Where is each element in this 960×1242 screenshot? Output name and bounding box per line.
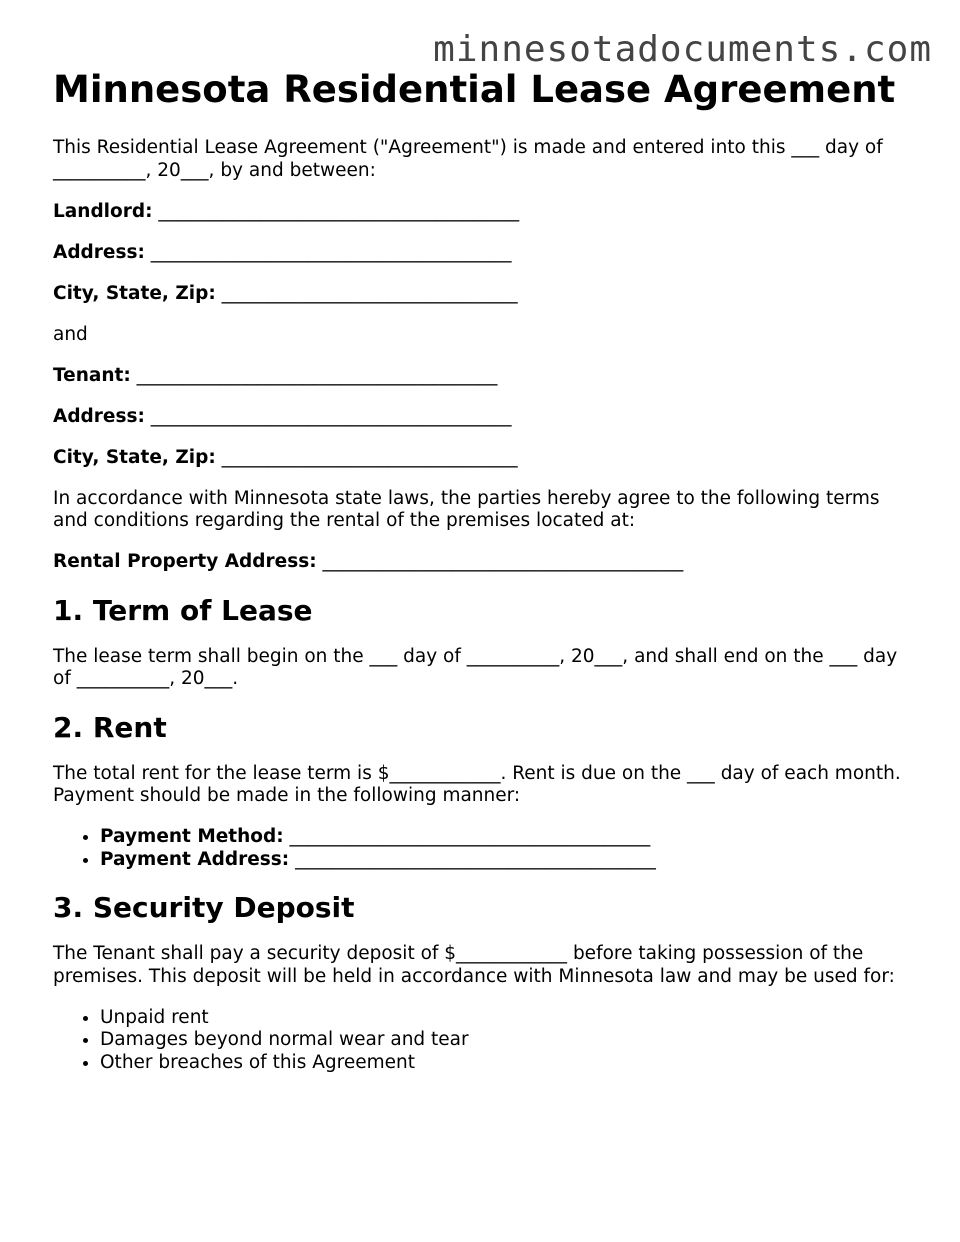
tenant-address-label: Address: bbox=[53, 405, 145, 427]
term-paragraph: The lease term shall begin on the ___ day of __________, 20___, and shall end on the ___ day of __________, 20___. bbox=[53, 645, 898, 689]
landlord-address-field bbox=[53, 242, 913, 265]
list-item bbox=[100, 826, 913, 849]
landlord-address-label: Address: bbox=[53, 241, 145, 263]
tenant-name-label: Tenant: bbox=[53, 364, 131, 386]
tenant-city-blank: ________________________________ bbox=[221, 446, 518, 468]
landlord-name-label: Landlord: bbox=[53, 200, 153, 222]
deposit-section-title: 3. Security Deposit bbox=[53, 891, 355, 924]
rent-paragraph: The total rent for the lease term is $____________. Rent is due on the ___ day of each month. Payment should be made in the following manner: bbox=[53, 762, 901, 806]
tenant-city-label: City, State, Zip: bbox=[53, 446, 216, 468]
landlord-address-blank: _______________________________________ bbox=[150, 241, 512, 263]
deposit-list bbox=[53, 1007, 913, 1075]
tenant-name-blank: _______________________________________ bbox=[136, 364, 498, 386]
rental-property-label: Rental Property Address: bbox=[53, 551, 317, 572]
intro-paragraph: This Residential Lease Agreement ("Agreement") is made and entered into this ___ day of __________, 20___, by and between: bbox=[53, 137, 883, 181]
tenant-name-field bbox=[53, 365, 913, 388]
landlord-name-blank: _______________________________________ bbox=[158, 200, 520, 222]
landlord-city-label: City, State, Zip: bbox=[53, 282, 216, 304]
tenant-city-field bbox=[53, 447, 913, 470]
term-section-title: 1. Term of Lease bbox=[53, 593, 313, 627]
document-body bbox=[53, 68, 913, 1092]
list-item: • Other breaches of this Agreement bbox=[100, 1052, 913, 1075]
landlord-city-blank: ________________________________ bbox=[221, 282, 518, 304]
and-text: and bbox=[53, 323, 88, 345]
list-item bbox=[100, 849, 913, 872]
list-item: • Unpaid rent bbox=[100, 1007, 913, 1030]
rental-property-field bbox=[53, 551, 913, 574]
landlord-name-field bbox=[53, 201, 913, 224]
accordance-paragraph: In accordance with Minnesota state laws, the parties hereby agree to the following terms and conditions regarding the rental of the premises located at: bbox=[53, 487, 880, 531]
tenant-address-blank: _______________________________________ bbox=[150, 405, 512, 427]
list-item: • Damages beyond normal wear and tear bbox=[100, 1029, 913, 1052]
payment-address-blank: _______________________________________ bbox=[295, 848, 656, 870]
deposit-paragraph: The Tenant shall pay a security deposit of $____________ before taking possession of the premises. This deposit will be held in accordance with Minnesota law and may be used for: bbox=[53, 943, 895, 987]
document-title: Minnesota Residential Lease Agreement bbox=[53, 68, 896, 111]
site-watermark: minnesotadocuments.com bbox=[433, 29, 932, 70]
rent-list bbox=[53, 826, 913, 871]
payment-method-blank: _______________________________________ bbox=[289, 826, 651, 847]
payment-address-label: Payment Address: bbox=[100, 848, 290, 870]
payment-method-label: Payment Method: bbox=[100, 826, 284, 847]
tenant-address-field bbox=[53, 406, 913, 429]
rental-property-blank: _______________________________________ bbox=[322, 551, 684, 572]
landlord-city-field bbox=[53, 283, 913, 306]
rent-section-title: 2. Rent bbox=[53, 710, 167, 744]
